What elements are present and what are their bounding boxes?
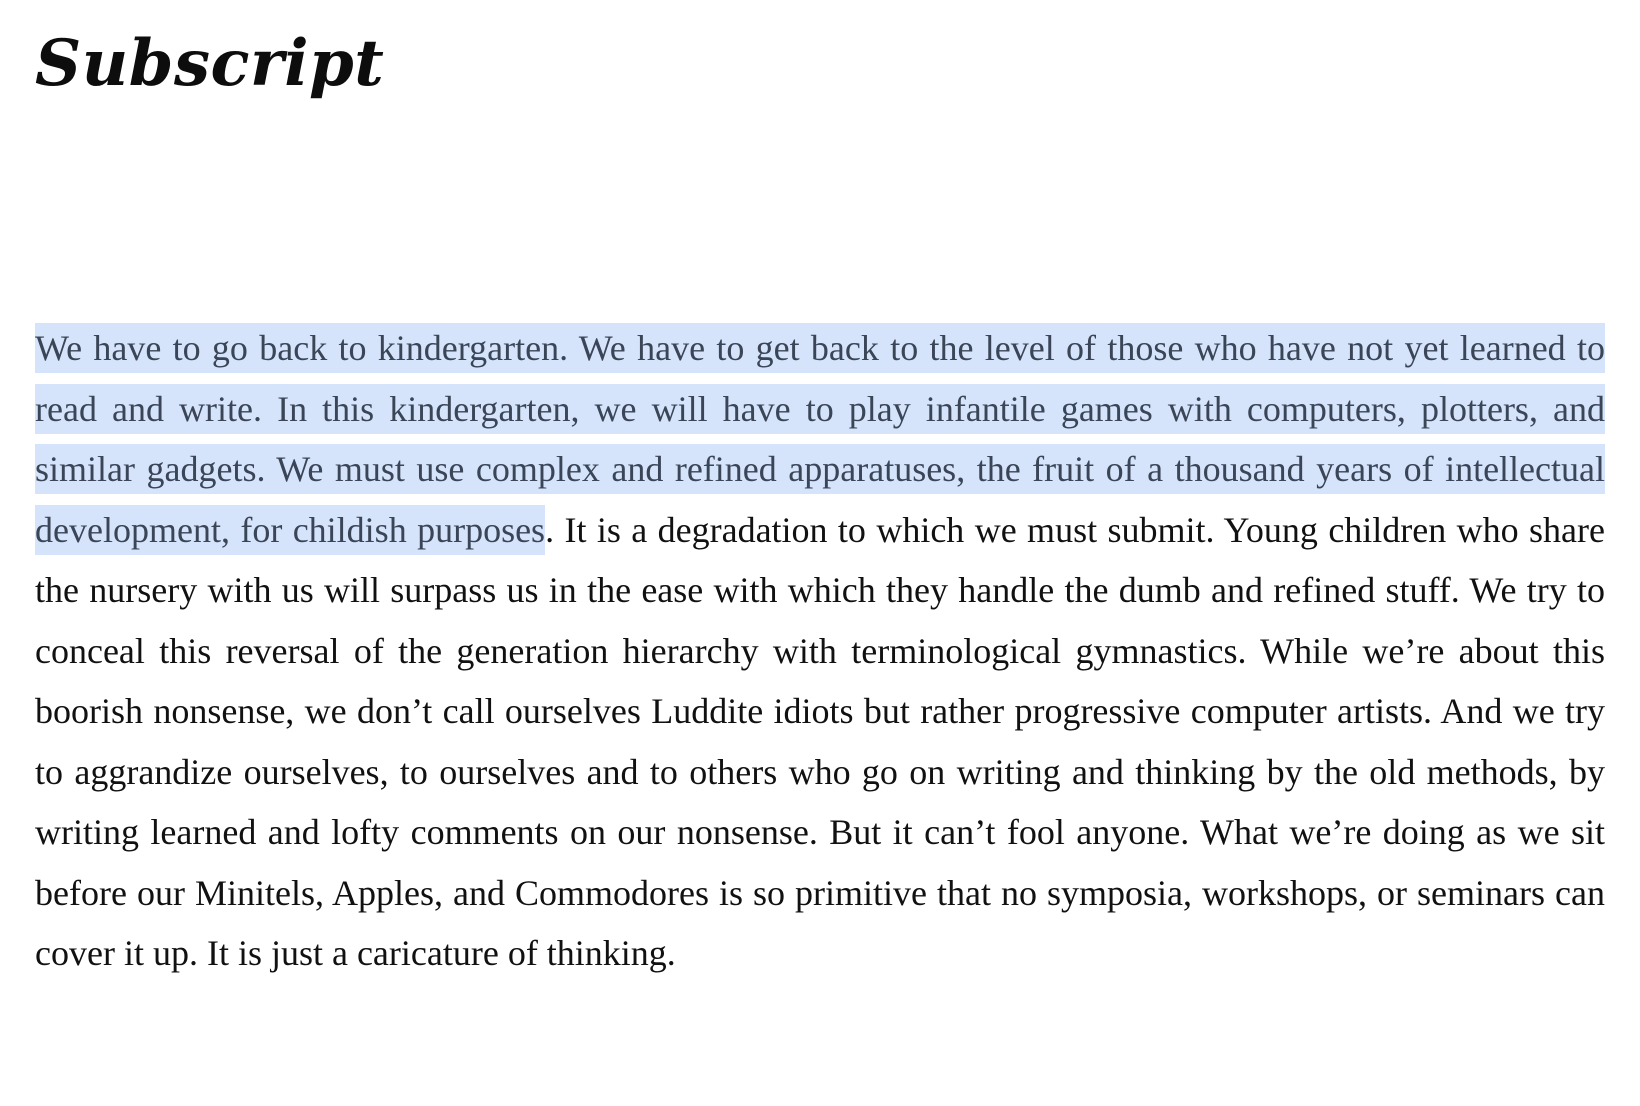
page-title: Subscript	[35, 26, 385, 101]
selected-text[interactable]: We have to go back to kindergarten. We have to get back to the level of those who have not yet learned to read and write. In this kindergarten, we will have to play infantile games with computers, plotters, and similar gadgets. We must use complex and refined apparatuses, the fruit of a thousand years of intellectual development, for childish purposes	[35, 323, 1605, 555]
paragraph-text: . It is a degradation to which we must submit. Young children who share the nursery with us will surpass us in the ease with which they handle the dumb and refined stuff. We try to conceal this reversal of the generation hierarchy with terminological gymnastics. While we’re about this boorish nonsense, we don’t call ourselves Luddite idiots but rather progressive computer artists. And we try to aggrandize ourselves, to ourselves and to others who go on writing and thinking by the old methods, by writing learned and lofty comments on our nonsense. But it can’t fool anyone. What we’re doing as we sit before our Minitels, Apples, and Commodores is so primitive that no symposia, workshops, or seminars can cover it up. It is just a caricature of thinking.	[35, 509, 1605, 973]
body-paragraph[interactable]	[35, 318, 1605, 984]
